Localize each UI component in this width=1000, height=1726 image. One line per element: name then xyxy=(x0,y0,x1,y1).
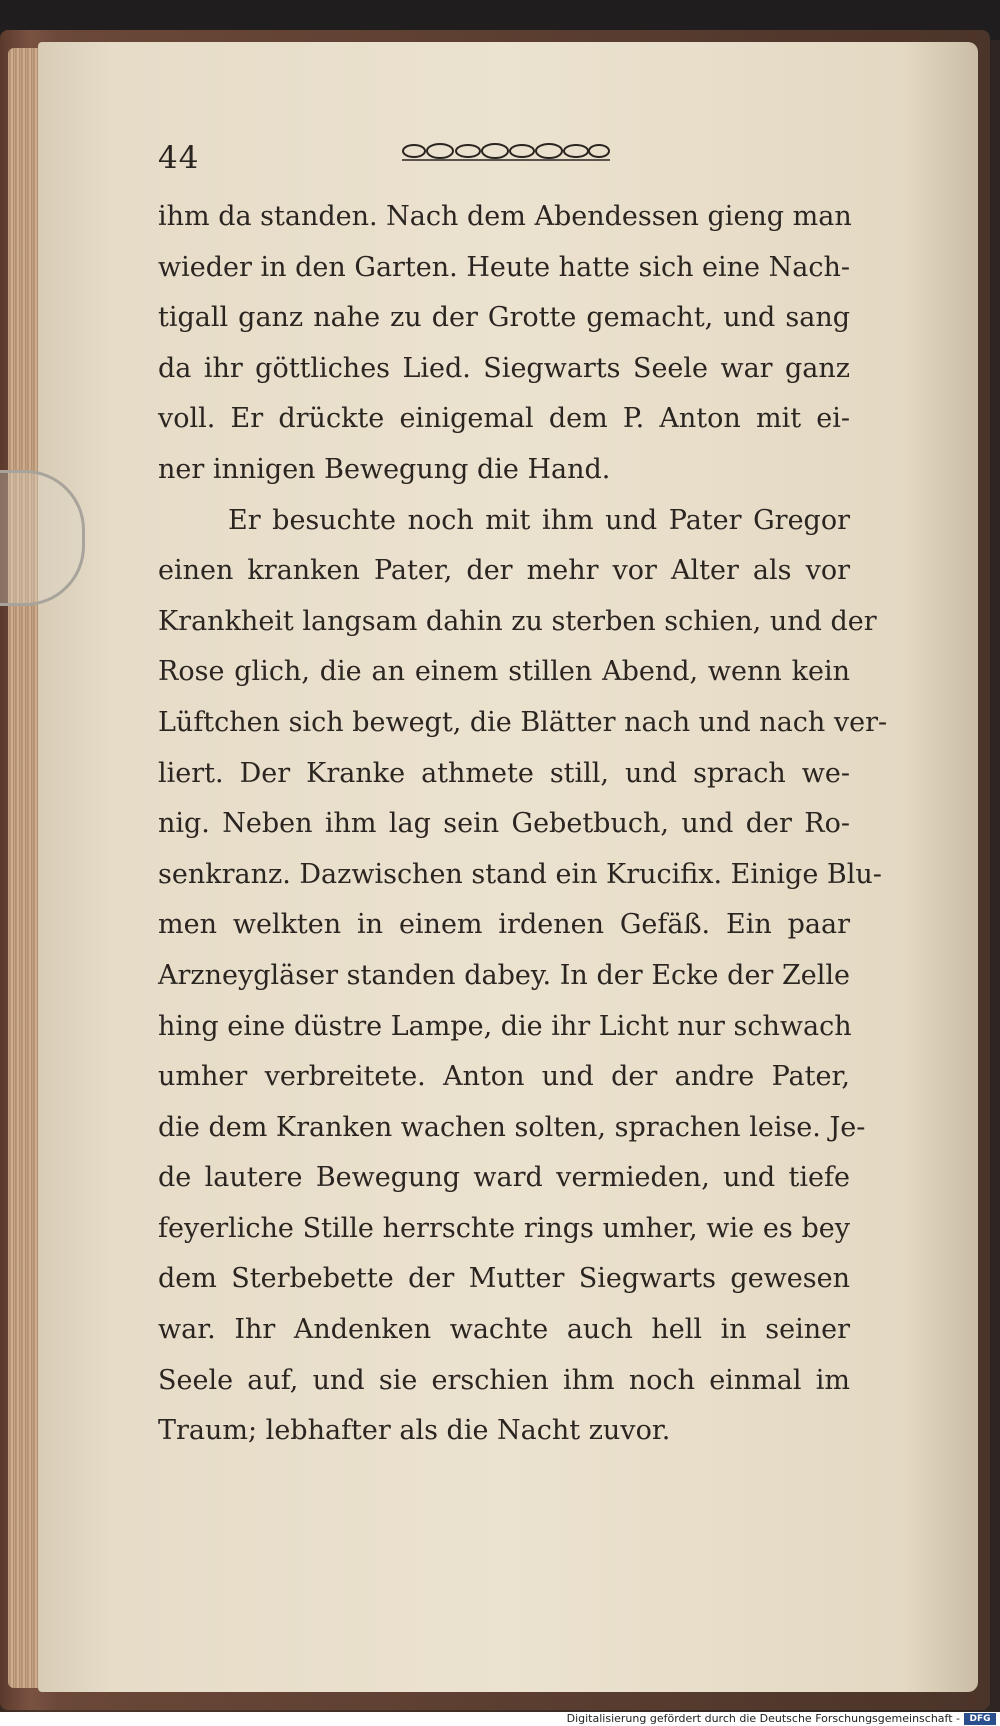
text-line: ihm da standen. Nach dem Abendessen gieng man xyxy=(158,201,852,232)
body-text xyxy=(158,192,888,1457)
text-line: liert. Der Kranke athmete still, und sprach we- xyxy=(158,757,850,789)
text-line: Lüftchen sich bewegt, die Blätter nach und nach ver- xyxy=(158,706,888,738)
text-line: Traum; lebhafter als die Nacht zuvor. xyxy=(158,1415,671,1447)
text-line: Krankheit langsam dahin zu sterben schien, und der xyxy=(158,605,877,637)
page-number: 44 xyxy=(158,140,200,176)
text-line: Er besuchte noch mit ihm und Pater Gregor xyxy=(228,504,850,536)
text-line: men welkten in einem irdenen Gefäß. Ein paar xyxy=(158,909,850,941)
text-line: voll. Er drückte einigemal dem P. Anton mit ei- xyxy=(158,403,850,435)
text-line: Rose glich, die an einem stillen Abend, wenn kein xyxy=(158,656,850,688)
text-line: Arzneygläser standen dabey. In der Ecke der Zelle xyxy=(158,959,850,991)
dfg-logo: DFG xyxy=(964,1713,996,1725)
text-line: ner innigen Bewegung die Hand. xyxy=(158,453,611,485)
text-line: dem Sterbebette der Mutter Siegwarts gewesen xyxy=(158,1263,850,1295)
text-line: de lautere Bewegung ward vermieden, und tiefe xyxy=(158,1162,850,1194)
text-line: wieder in den Garten. Heute hatte sich eine Nach- xyxy=(158,251,850,283)
text-line: da ihr göttliches Lied. Siegwarts Seele war ganz xyxy=(158,352,850,384)
funding-credit: Digitalisierung gefördert durch die Deutsche Forschungsgemeinschaft - xyxy=(566,1712,960,1725)
decorative-rule-icon xyxy=(400,139,612,163)
text-line: feyerliche Stille herrschte rings umher, wie es bey xyxy=(158,1212,850,1244)
scan-footer xyxy=(0,1712,1000,1726)
text-line: nig. Neben ihm lag sein Gebetbuch, und der Ro- xyxy=(158,808,850,840)
text-line: tigall ganz nahe zu der Grotte gemacht, und sang xyxy=(158,302,850,334)
text-line: Seele auf, und sie erschien ihm noch einmal im xyxy=(158,1364,850,1396)
text-line: senkranz. Dazwischen stand ein Krucifix. Einige Blu- xyxy=(158,858,882,890)
text-line: war. Ihr Andenken wachte auch hell in seiner xyxy=(158,1314,850,1346)
text-line: hing eine düstre Lampe, die ihr Licht nur schwach xyxy=(158,1010,852,1042)
text-line: die dem Kranken wachen solten, sprachen leise. Je- xyxy=(158,1111,866,1143)
text-line: umher verbreitete. Anton und der andre Pater, xyxy=(158,1061,850,1093)
text-line: einen kranken Pater, der mehr vor Alter als vor xyxy=(158,555,850,587)
